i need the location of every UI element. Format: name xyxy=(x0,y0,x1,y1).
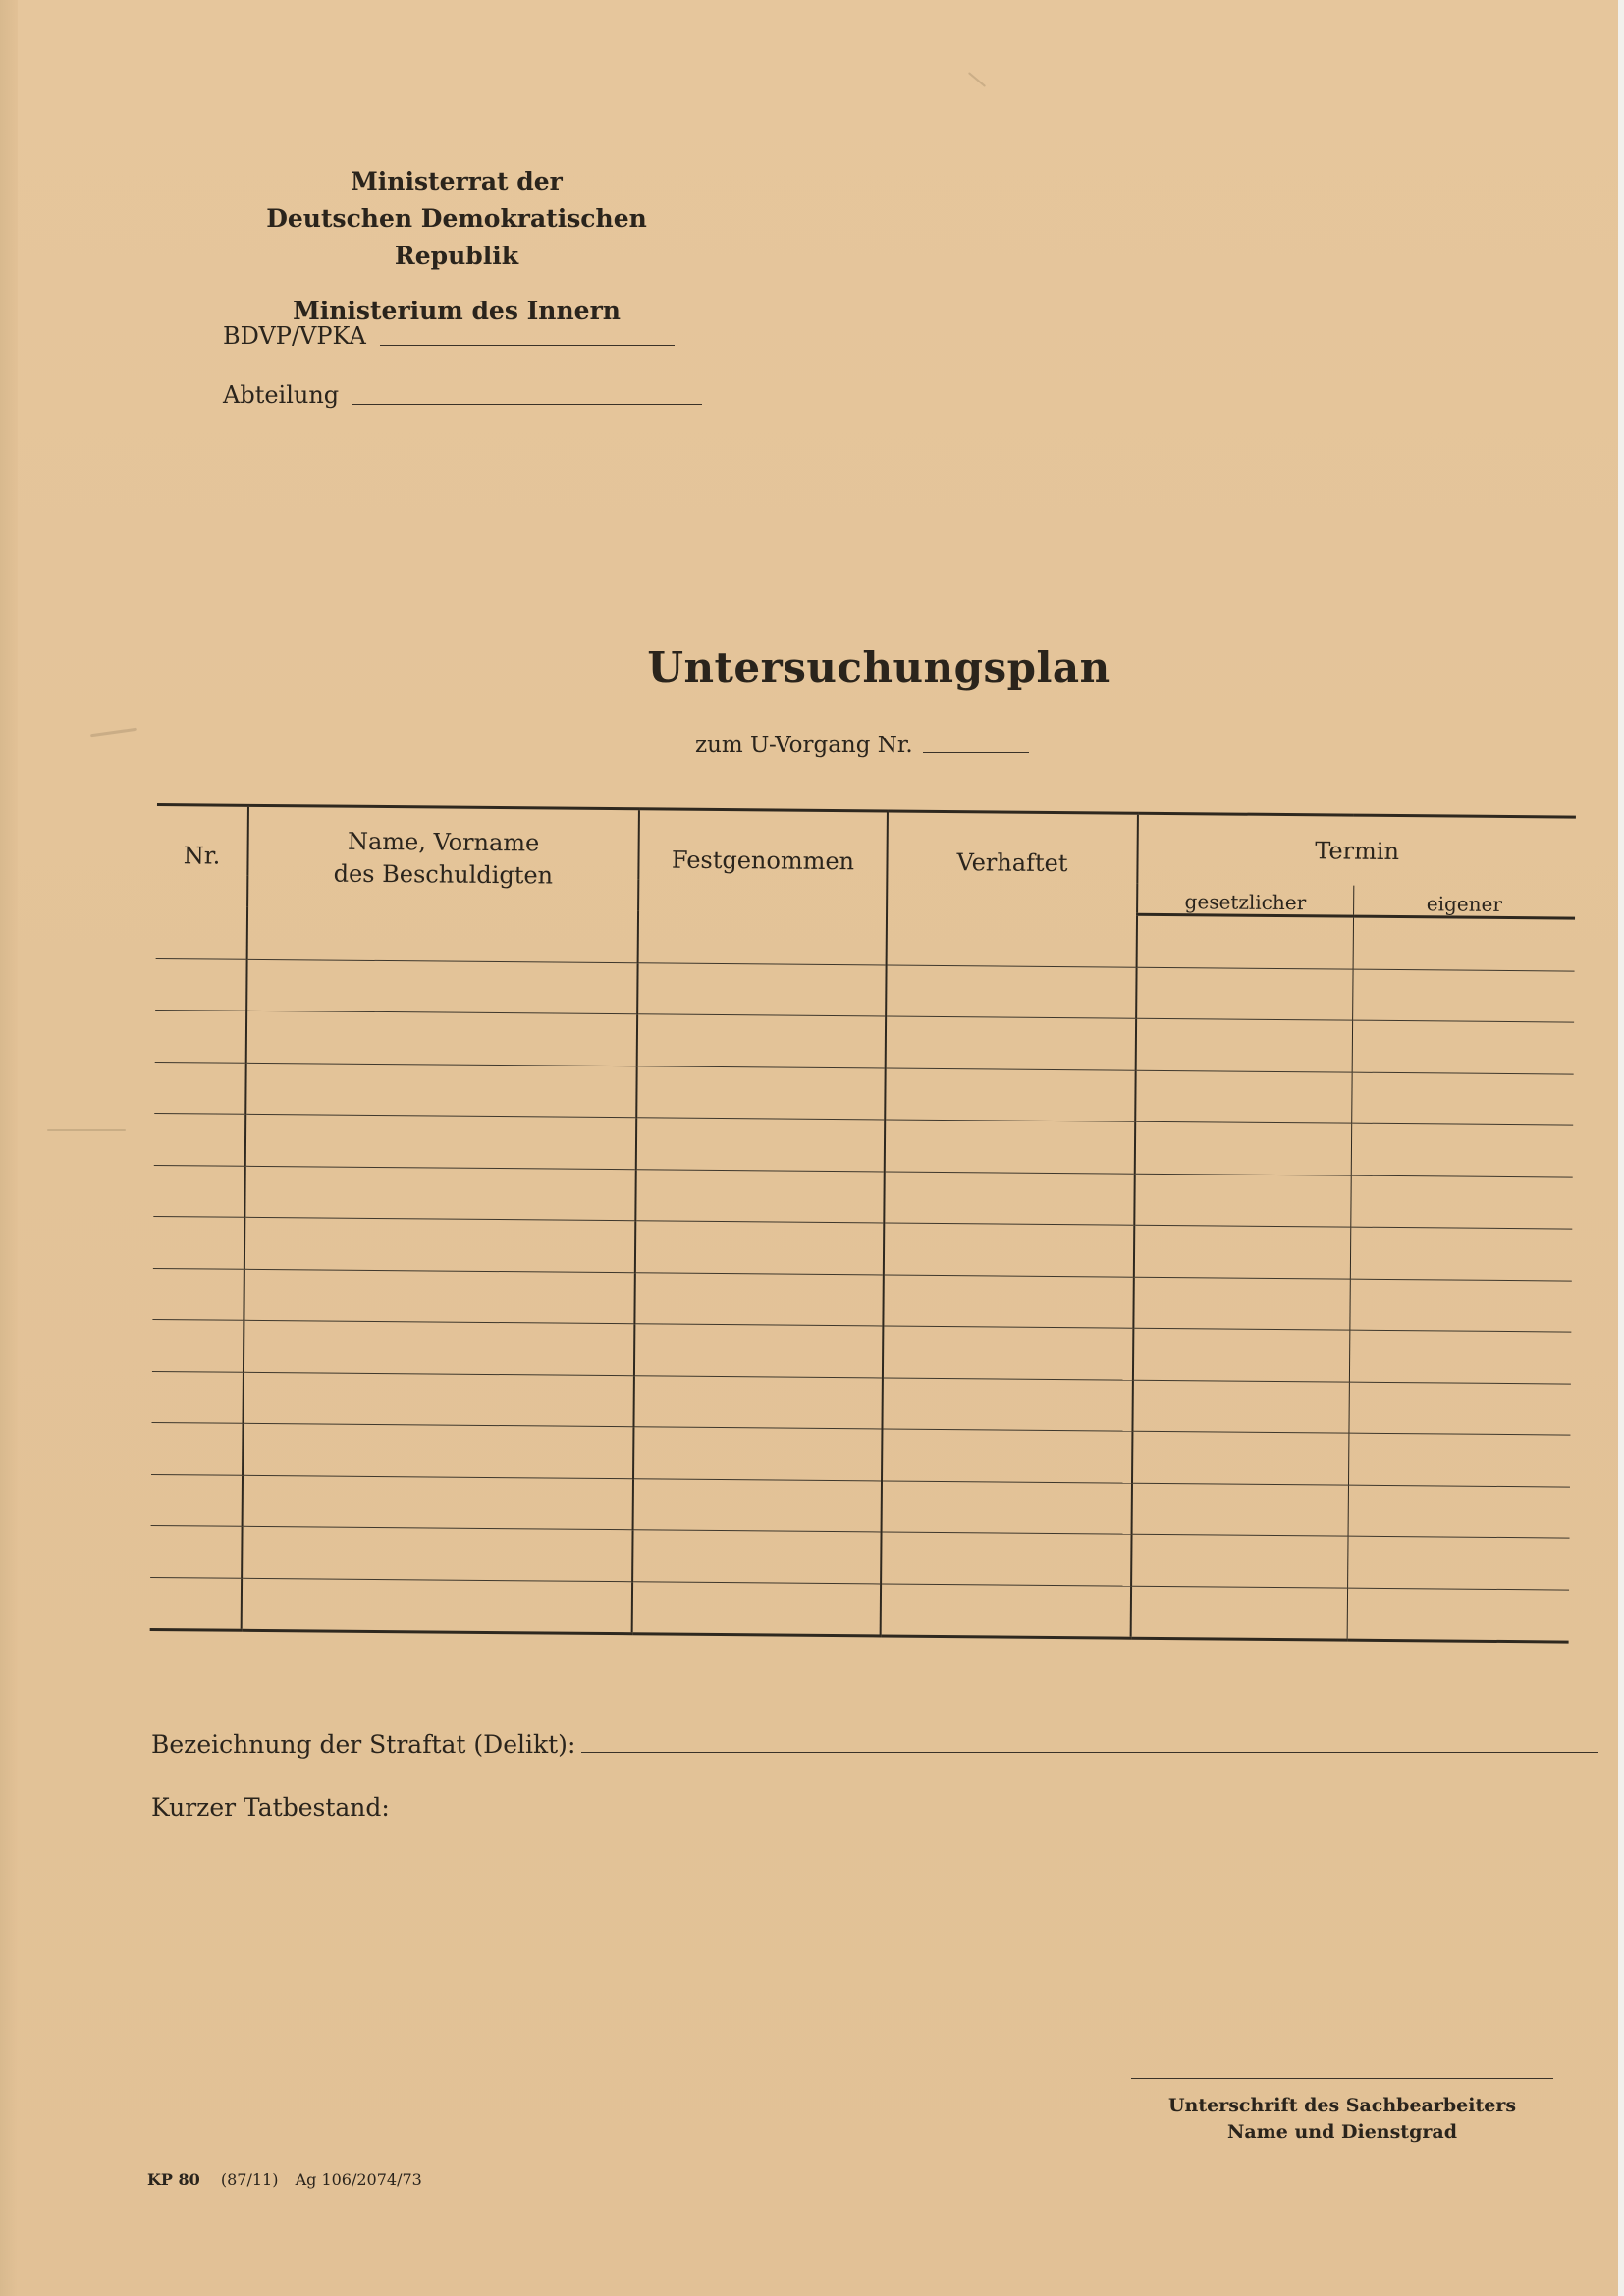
cell-name[interactable] xyxy=(245,1114,636,1169)
delikt-field xyxy=(151,1730,1598,1759)
header-council: Ministerrat der xyxy=(351,167,563,195)
cell-gesetzlicher[interactable] xyxy=(1131,1534,1347,1587)
cell-gesetzlicher[interactable] xyxy=(1134,1225,1350,1278)
abteilung-label: Abteilung xyxy=(223,381,340,409)
issuer-header xyxy=(216,163,697,330)
cell-nr[interactable] xyxy=(155,958,246,1011)
cell-festgenommen[interactable] xyxy=(638,910,887,965)
cell-gesetzlicher[interactable] xyxy=(1135,1121,1351,1175)
cell-nr[interactable] xyxy=(154,1062,245,1114)
cell-festgenommen[interactable] xyxy=(635,1169,884,1223)
cell-nr[interactable] xyxy=(156,905,247,958)
header-republic: Deutschen Demokratischen Republik xyxy=(266,204,647,270)
paper-right-edge xyxy=(1618,0,1624,2296)
header-gesetzlicher: gesetzlicher xyxy=(1137,884,1353,916)
cell-verhaftet[interactable] xyxy=(881,1583,1131,1638)
cell-festgenommen[interactable] xyxy=(635,1221,884,1275)
cell-gesetzlicher[interactable] xyxy=(1136,967,1352,1020)
cell-gesetzlicher[interactable] xyxy=(1133,1328,1349,1381)
cell-gesetzlicher[interactable] xyxy=(1133,1277,1349,1330)
header-eigener: eigener xyxy=(1353,886,1575,918)
footer-ag: Ag 106/2074/73 xyxy=(295,2170,422,2189)
cell-verhaftet[interactable] xyxy=(886,1016,1136,1070)
cell-nr[interactable] xyxy=(152,1319,244,1371)
cell-gesetzlicher[interactable] xyxy=(1132,1431,1348,1484)
cell-verhaftet[interactable] xyxy=(882,1377,1132,1431)
cell-eigener[interactable] xyxy=(1348,1382,1570,1435)
footer-code: (87/11) xyxy=(220,2170,279,2189)
cell-name[interactable] xyxy=(244,1166,635,1221)
cell-nr[interactable] xyxy=(151,1474,243,1526)
cell-nr[interactable] xyxy=(151,1371,243,1423)
header-verhaftet: Verhaftet xyxy=(887,811,1138,914)
cell-eigener[interactable] xyxy=(1348,1433,1570,1486)
cell-verhaftet[interactable] xyxy=(883,1274,1133,1328)
cell-gesetzlicher[interactable] xyxy=(1137,914,1353,968)
subtitle-field xyxy=(695,733,1029,758)
cell-gesetzlicher[interactable] xyxy=(1131,1586,1347,1640)
cell-verhaftet[interactable] xyxy=(882,1429,1132,1483)
cell-festgenommen[interactable] xyxy=(636,1066,885,1120)
cell-festgenommen[interactable] xyxy=(633,1478,882,1532)
cell-name[interactable] xyxy=(245,1063,636,1118)
cell-festgenommen[interactable] xyxy=(632,1581,881,1636)
cell-nr[interactable] xyxy=(150,1577,242,1630)
cell-nr[interactable] xyxy=(153,1165,244,1217)
cell-name[interactable] xyxy=(243,1423,633,1478)
signature-rank-caption: Name und Dienstgrad xyxy=(1227,2121,1457,2143)
cell-name[interactable] xyxy=(242,1578,632,1634)
cell-festgenommen[interactable] xyxy=(634,1324,883,1378)
cell-gesetzlicher[interactable] xyxy=(1134,1174,1350,1227)
bdvp-input-line[interactable] xyxy=(380,345,675,346)
abteilung-field xyxy=(223,381,702,409)
delikt-label: Bezeichnung der Straftat (Delikt): xyxy=(151,1730,576,1759)
cell-gesetzlicher[interactable] xyxy=(1132,1483,1348,1536)
cell-name[interactable] xyxy=(244,1269,634,1324)
cell-festgenommen[interactable] xyxy=(637,1014,886,1068)
cell-eigener[interactable] xyxy=(1347,1588,1569,1642)
cell-festgenommen[interactable] xyxy=(632,1530,881,1584)
cell-eigener[interactable] xyxy=(1352,969,1574,1022)
paper-left-edge xyxy=(0,0,18,2296)
cell-nr[interactable] xyxy=(151,1422,243,1474)
signature-caption: Unterschrift des Sachbearbeiters xyxy=(1167,2095,1517,2116)
paper-smudge xyxy=(90,728,137,738)
cell-eigener[interactable] xyxy=(1352,1020,1574,1073)
abteilung-input-line[interactable] xyxy=(352,404,702,405)
cell-name[interactable] xyxy=(243,1372,633,1427)
table-row xyxy=(150,1577,1569,1642)
cell-nr[interactable] xyxy=(154,1113,245,1165)
investigation-table xyxy=(149,803,1576,1700)
cell-eigener[interactable] xyxy=(1349,1330,1571,1383)
tatbestand-label: Kurzer Tatbestand: xyxy=(151,1793,390,1822)
cell-eigener[interactable] xyxy=(1353,916,1575,970)
cell-verhaftet[interactable] xyxy=(884,1223,1134,1277)
cell-nr[interactable] xyxy=(155,1010,246,1062)
bdvp-field xyxy=(223,322,675,350)
cell-festgenommen[interactable] xyxy=(633,1375,882,1429)
cell-festgenommen[interactable] xyxy=(633,1427,882,1481)
cell-eigener[interactable] xyxy=(1350,1175,1572,1229)
cell-nr[interactable] xyxy=(153,1216,244,1268)
cell-gesetzlicher[interactable] xyxy=(1136,1018,1352,1071)
cell-name[interactable] xyxy=(244,1217,635,1272)
cell-gesetzlicher[interactable] xyxy=(1132,1380,1348,1433)
cell-nr[interactable] xyxy=(152,1268,244,1320)
header-festgenommen: Festgenommen xyxy=(638,809,888,912)
cell-name[interactable] xyxy=(244,1320,634,1375)
header-termin: Termin xyxy=(1137,813,1576,887)
signature-block xyxy=(1131,2078,1553,2146)
cell-verhaftet[interactable] xyxy=(882,1480,1132,1534)
cell-eigener[interactable] xyxy=(1350,1227,1572,1280)
header-name: Name, Vorname des Beschuldigten xyxy=(247,805,639,909)
cell-eigener[interactable] xyxy=(1347,1536,1569,1589)
cell-eigener[interactable] xyxy=(1349,1279,1571,1332)
cell-eigener[interactable] xyxy=(1351,1072,1573,1125)
cell-verhaftet[interactable] xyxy=(886,964,1136,1018)
form-title: Untersuchungsplan xyxy=(647,643,1110,691)
cell-festgenommen[interactable] xyxy=(637,962,886,1016)
cell-festgenommen[interactable] xyxy=(634,1272,883,1326)
cell-festgenommen[interactable] xyxy=(636,1118,885,1172)
cell-name[interactable] xyxy=(246,959,637,1014)
cell-gesetzlicher[interactable] xyxy=(1135,1070,1351,1123)
subtitle-label: zum U-Vorgang Nr. xyxy=(695,733,913,758)
cell-verhaftet[interactable] xyxy=(884,1171,1134,1225)
signature-line[interactable] xyxy=(1131,2078,1553,2079)
cell-name[interactable] xyxy=(247,906,638,962)
vorgang-number-line[interactable] xyxy=(923,752,1029,753)
cell-name[interactable] xyxy=(242,1526,632,1581)
header-ministry: Ministerium des Innern xyxy=(293,297,621,325)
paper-speck xyxy=(968,72,986,87)
cell-eigener[interactable] xyxy=(1348,1485,1570,1538)
delikt-input-line[interactable] xyxy=(581,1752,1598,1753)
cell-verhaftet[interactable] xyxy=(885,1120,1135,1174)
form-footer xyxy=(147,2170,434,2189)
cell-verhaftet[interactable] xyxy=(881,1532,1131,1586)
cell-nr[interactable] xyxy=(150,1525,242,1577)
cell-verhaftet[interactable] xyxy=(883,1326,1133,1380)
footer-kp: KP 80 xyxy=(147,2170,200,2189)
cell-name[interactable] xyxy=(246,1011,637,1066)
cell-name[interactable] xyxy=(243,1475,633,1530)
cell-verhaftet[interactable] xyxy=(885,1067,1135,1121)
cell-verhaftet[interactable] xyxy=(887,912,1137,967)
bdvp-label: BDVP/VPKA xyxy=(223,322,366,350)
cell-eigener[interactable] xyxy=(1351,1123,1573,1176)
header-nr: Nr. xyxy=(156,804,248,906)
margin-mark xyxy=(47,1129,126,1131)
